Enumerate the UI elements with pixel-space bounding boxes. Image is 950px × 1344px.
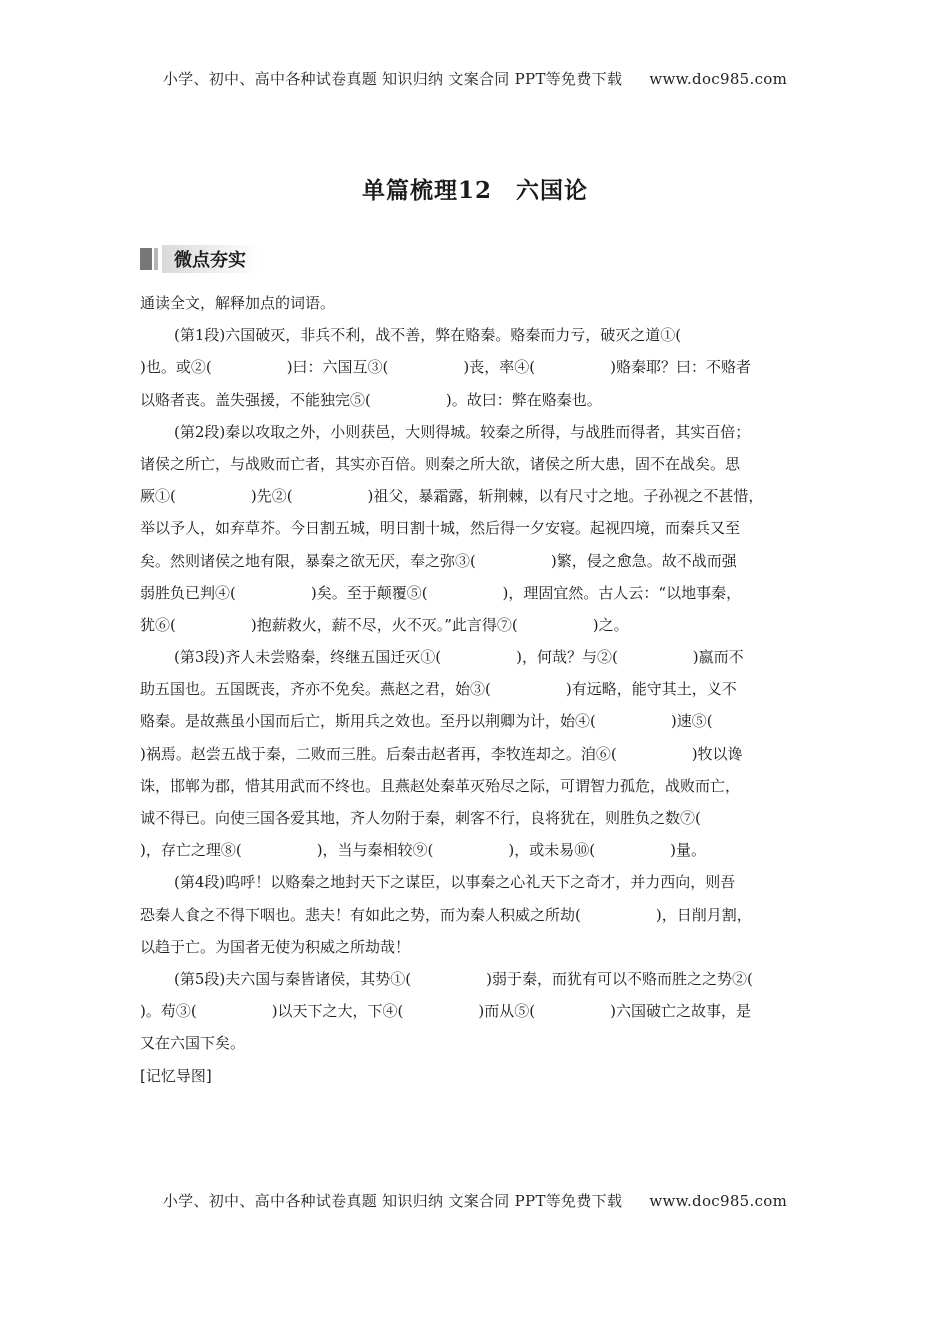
text-line: 举以予人，如弃草芥。今日割五城，明日割十城，然后得一夕安寝。起视四境，而秦兵又至 (140, 519, 741, 538)
document-title: 单篇梳理12 六国论 (361, 177, 588, 204)
text-line: )也。或②( )曰：六国互③( )丧，率④( )赂秦耶？曰：不赂者 (140, 358, 751, 377)
text-line: 弱胜负已判④( )矣。至于颠覆⑤( )，理固宜然。古人云：“以地事秦， (140, 583, 742, 602)
text-line: 赂秦。是故燕虽小国而后亡，斯用兵之效也。至丹以荆卿为计，始④( )速⑤( (140, 712, 713, 731)
page-footer (0, 1190, 950, 1211)
text-line: 诛，邯郸为郡，惜其用武而不终也。且燕赵处秦革灭殆尽之际，可谓智力孤危，战败而亡， (140, 776, 741, 795)
text-line: (第1段)六国破灭，非兵不利，战不善，弊在赂秦。赂秦而力亏，破灭之道①( (174, 326, 682, 345)
page-header (0, 68, 950, 89)
footer-url[interactable]: www.doc985.com (649, 1192, 788, 1210)
text-line: 以趋于亡。为国者无使为积威之所劫哉！ (140, 937, 411, 956)
text-line: )，存亡之理⑧( )，当与秦相较⑨( )，或未易⑩( )量。 (140, 841, 706, 860)
text-line: 又在六国下矣。 (140, 1034, 246, 1053)
text-line: (第3段)齐人未尝赂秦，终继五国迁灭①( )，何哉？与②( )嬴而不 (174, 648, 744, 667)
text-line: 助五国也。五国既丧，齐亦不免矣。燕赵之君，始③( )有远略，能守其土，义不 (140, 680, 737, 699)
text-line: 犹⑥( )抱薪救火，薪不尽，火不灭。”此言得⑦( )之。 (140, 615, 629, 634)
text-line: 矣。然则诸侯之地有限，暴秦之欲无厌，奉之弥③( )繁，侵之愈急。故不战而强 (140, 551, 737, 570)
section-label: 微点夯实 (162, 245, 260, 273)
text-line: 诚不得已。向使三国各爱其地，齐人勿附于秦，刺客不行，良将犹在，则胜负之数⑦( (140, 809, 701, 827)
text-line: )祸焉。赵尝五战于秦，二败而三胜。后秦击赵者再，李牧连却之。洎⑥( )牧以谗 (140, 744, 743, 763)
text-line: (第2段)秦以攻取之外，小则获邑，大则得城。较秦之所得，与战胜而得者，其实百倍； (174, 422, 751, 441)
header-url[interactable]: www.doc985.com (649, 70, 788, 88)
text-line: )。苟③( )以天下之大，下④( )而从⑤( )六国破亡之故事，是 (140, 1002, 751, 1021)
text-line: 厥①( )先②( )祖父，暴霜露，斩荆棘，以有尺寸之地。子孙视之不甚惜， (140, 487, 764, 506)
passage (140, 319, 812, 1059)
text-body (140, 287, 812, 1092)
footer-text: 小学、初中、高中各种试卷真题 知识归纳 文案合同 PPT等免费下载 (162, 1192, 623, 1210)
instruction-line: 通读全文，解释加点的词语。 (140, 294, 336, 312)
text-line: (第4段)呜呼！以赂秦之地封天下之谋臣，以事秦之心礼天下之奇才，并力西向，则吾 (174, 873, 736, 892)
text-line: 以赂者丧。盖失强援，不能独完⑤( )。故曰：弊在赂秦也。 (140, 390, 602, 409)
text-line: 诸侯之所亡，与战败而亡者，其实亦百倍。则秦之所大欲，诸侯之所大患，固不在战矣。思 (140, 454, 741, 473)
section-marker-icon (140, 248, 152, 270)
section-heading (140, 246, 260, 272)
text-line: 恐秦人食之不得下咽也。悲夫！有如此之势，而为秦人积威之所劫( )，日削月割， (140, 905, 752, 924)
header-text: 小学、初中、高中各种试卷真题 知识归纳 文案合同 PPT等免费下载 (162, 70, 623, 88)
text-line: (第5段)夫六国与秦皆诸侯，其势①( )弱于秦，而犹有可以不赂而胜之之势②( (174, 969, 753, 988)
memory-map-label: [记忆导图] (140, 1066, 212, 1085)
